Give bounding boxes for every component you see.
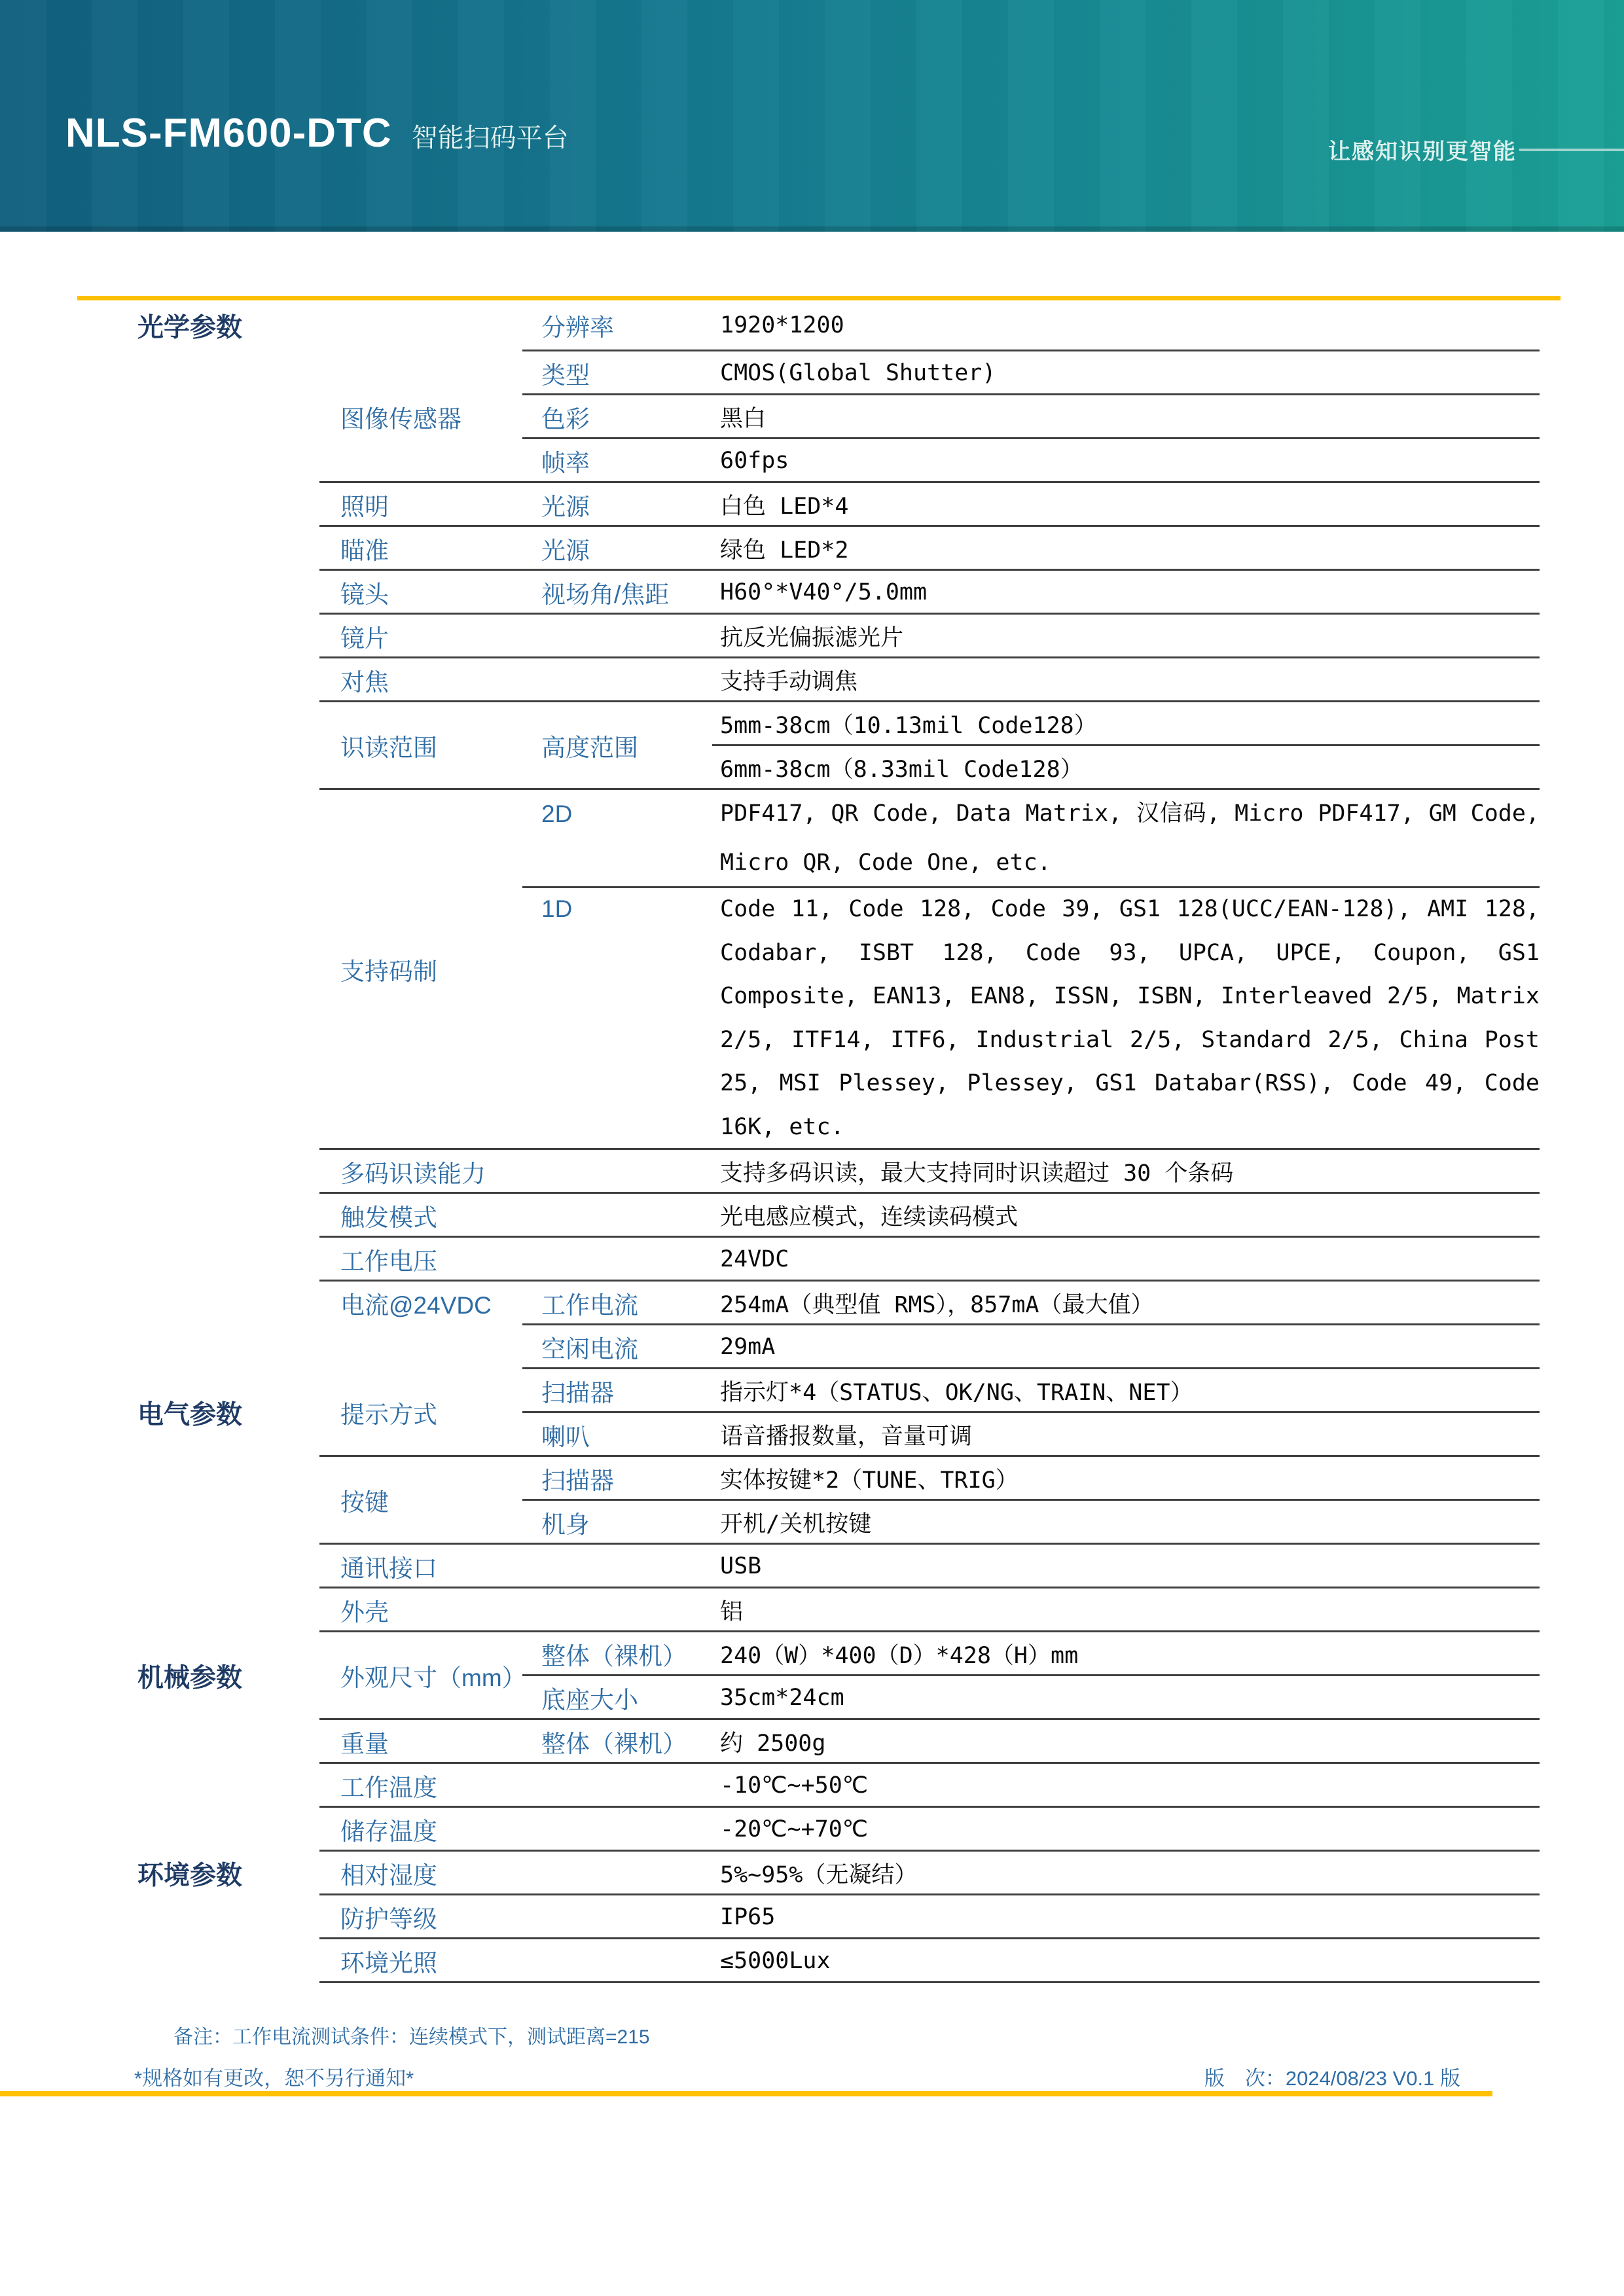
spec-value: 指示灯*4（STATUS、OK/NG、TRAIN、NET） [720,1379,1193,1406]
spec-attr-label: 空闲电流 [541,1335,638,1363]
spec-value: IP65 [720,1903,776,1930]
spec-attr-label: 帧率 [541,449,590,476]
footnote: 备注：工作电流测试条件：连续模式下，测试距离=215 [173,2026,650,2048]
spec-category-label: 机械参数 [137,1663,242,1693]
spec-category-label: 光学参数 [137,313,242,342]
spec-attr-label: 扫描器 [541,1379,614,1407]
spec-value: 60fps [720,447,789,474]
spec-group-label: 支持码制 [340,958,437,985]
spec-attr-label: 喇叭 [541,1423,590,1450]
spec-attr-label: 工作电流 [541,1291,638,1319]
spec-value: 支持手动调焦 [720,668,858,695]
spec-attr-label: 机身 [541,1511,590,1538]
spec-value: Code 11, Code 128, Code 39, GS1 128(UCC/EAN-128), AMI 128, Codabar, ISBT 128, Code 93, UPCA, UPCE, Coupon, GS1 Composite, EAN13, EAN8, ISSN, ISBN, Interleaved 2/5, Matrix 2/5, ITF14, ITF6, Industrial 2/5, Standard 2/5, China Post 25, MSI Plessey, Plessey, GS1 Databar(RSS), Code 49, Code 16K, etc. [720,896,1540,1140]
spec-group-label: 防护等级 [340,1905,437,1933]
spec-value: USB [720,1552,762,1579]
spec-attr-label: 类型 [541,361,590,389]
spec-attr-label: 底座大小 [541,1686,638,1713]
spec-value: 24VDC [720,1246,789,1272]
spec-group-label: 照明 [340,493,389,520]
product-model: NLS-FM600-DTC [65,111,392,156]
spec-attr-label: 分辨率 [541,314,614,341]
spec-value: 5%~95%（无凝结） [720,1861,918,1888]
spec-value: 5mm-38cm（10.13mil Code128） [720,712,1097,739]
spec-value: 开机/关机按键 [720,1511,872,1537]
spec-attr-label: 光源 [541,493,590,520]
spec-group-label: 外壳 [340,1598,389,1626]
spec-value: 实体按键*2（TUNE、TRIG） [720,1467,1019,1494]
brand-slogan: 让感知识别更智能 [1328,139,1517,164]
spec-group-label: 相对湿度 [340,1861,437,1889]
spec-attr-label: 扫描器 [541,1467,614,1494]
spec-group-label: 外观尺寸（mm） [340,1664,526,1691]
spec-value: PDF417, QR Code, Data Matrix, 汉信码, Micro PDF417, GM Code, Micro QR, Code One, etc. [720,800,1540,876]
spec-category-label: 环境参数 [137,1861,242,1890]
spec-value: 6mm-38cm（8.33mil Code128） [720,756,1083,783]
spec-group-label: 图像传感器 [340,405,461,433]
spec-attr-label: 高度范围 [541,734,638,761]
spec-value: 绿色 LED*2 [720,537,849,564]
spec-group-label: 工作电压 [340,1247,437,1275]
footer-accent-line [0,2091,1492,2096]
spec-attr-label: 2D [541,800,573,827]
spec-attr-label: 1D [541,895,573,923]
spec-group-label: 环境光照 [340,1949,437,1977]
spec-value: 黑白 [720,405,767,432]
spec-attr-label: 整体（裸机） [541,1642,687,1670]
spec-value: 白色 LED*4 [720,493,849,520]
spec-group-label: 镜头 [340,581,389,608]
spec-group-label: 多码识读能力 [340,1160,486,1187]
spec-value: 支持多码识读，最大支持同时识读超过 30 个条码 [720,1160,1234,1187]
spec-value: 语音播报数量，音量可调 [720,1423,973,1450]
spec-value: 光电感应模式，连续读码模式 [720,1204,1019,1230]
spec-attr-label: 光源 [541,537,590,564]
spec-value: 254mA（典型值 RMS），857mA（最大值） [720,1291,1154,1318]
spec-group-label: 重量 [340,1730,389,1757]
spec-value: 铝 [720,1598,744,1625]
row-divider [319,1981,1540,1983]
spec-category-label: 电气参数 [137,1400,242,1429]
spec-value: 约 2500g [720,1730,826,1757]
spec-value: 240（W）*400（D）*428（H）mm [720,1642,1079,1669]
version-info: 版 次：2024/08/23 V0.1 版 [1204,2067,1460,2090]
spec-group-label: 镜片 [340,624,389,652]
spec-attr-label: 视场角/焦距 [541,581,670,608]
spec-value: ≤5000Lux [720,1947,831,1974]
spec-group-label: 储存温度 [340,1818,437,1845]
spec-group-label: 按键 [340,1489,389,1516]
spec-group-label: 对焦 [340,668,389,696]
spec-value: 35cm*24cm [720,1684,844,1711]
spec-attr-label: 整体（裸机） [541,1730,687,1757]
spec-value: -20℃~+70℃ [720,1816,869,1842]
spec-value: 29mA [720,1333,776,1360]
spec-value: H60°*V40°/5.0mm [720,579,928,605]
product-subtitle: 智能扫码平台 [411,124,569,152]
spec-group-label: 提示方式 [340,1401,437,1428]
spec-group-label: 电流@24VDC [340,1291,492,1319]
spec-group-label: 通讯接口 [340,1554,437,1582]
disclaimer: *规格如有更改，恕不另行通知* [134,2067,414,2090]
spec-value: CMOS(Global Shutter) [720,359,996,386]
spec-value: 1920*1200 [720,312,844,338]
spec-group-label: 瞄准 [340,537,389,564]
spec-group-label: 识读范围 [340,734,437,761]
spec-group-label: 工作温度 [340,1774,437,1801]
spec-value: -10℃~+50℃ [720,1772,869,1799]
spec-attr-label: 色彩 [541,405,590,433]
spec-value: 抗反光偏振滤光片 [720,624,904,651]
spec-group-label: 触发模式 [340,1204,437,1231]
